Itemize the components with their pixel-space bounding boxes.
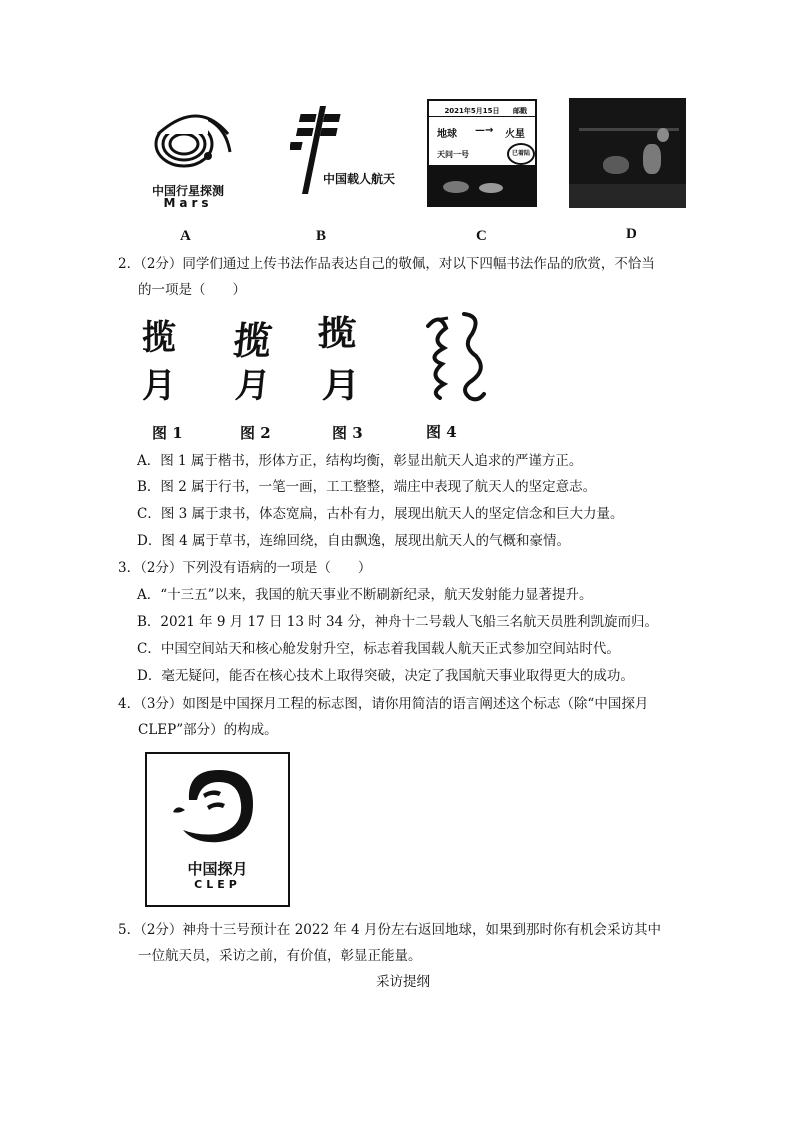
logo-a-mars [138,104,238,209]
q4-stem-line2: CLEP”部分）的构成。 [138,722,278,738]
fig1-char-bottom: 月 [142,366,176,406]
stamp-circle: 已着陆 [507,143,535,165]
logo-a-label: A [180,228,191,244]
logo-d-photo [569,98,686,208]
logo-b-label: B [316,228,327,244]
lunar-logo-en: CLEP [194,878,241,891]
q2-stem-line2: 的一项是（ ） [138,282,246,298]
lunar-exploration-logo [145,752,290,907]
q5-stem-line1: 5．（2分）神舟十三号预计在 2022 年 4 月份左右返回地球，如果到那时你有机会采访其中 [118,922,662,938]
fig-label-1: 图 1 [152,424,183,442]
cursive-script-icon [418,306,488,402]
q3-option-b: B．2021 年 9 月 17 日 13 时 34 分，神舟十二号载人飞船三名航天员胜利凯旋而归。 [137,614,659,630]
stamp-craft: 天问一号 [437,150,469,159]
q2-option-b: B．图 2 属于行书，一笔一画，工工整整，端庄中表现了航天人的坚定意志。 [137,479,597,495]
logo-c-label: C [476,228,487,244]
mars-orbit-icon [138,104,238,184]
fig2-char-bottom: 月 [233,366,272,406]
q3-option-d: D．毫无疑问，能否在核心技术上取得突破，决定了我国航天事业取得更大的成功。 [137,668,634,684]
stamp-photo [429,165,535,207]
q2-option-d: D．图 4 属于草书，连绵回绕，自由飘逸，展现出航天人的气概和豪情。 [137,533,570,549]
fig-label-2: 图 2 [240,424,271,442]
q2-option-c: C．图 3 属于隶书，体态宽扁，古朴有力，展现出航天人的坚定信念和巨大力量。 [137,506,624,522]
interview-outline-title: 采访提纲 [376,974,430,990]
moon-logo-icon [169,760,269,852]
logo-a-text-cn: 中国行星探测 [151,184,224,198]
lunar-logo-cn: 中国探月 [187,860,248,878]
calligraphy-fig-1 [140,310,190,410]
calligraphy-fig-2 [232,310,292,410]
q2-stem-line1: 2．（2分）同学们通过上传书法作品表达自己的敬佩，对以下四幅书法作品的欣赏，不恰当 [118,256,655,272]
stamp-date: 2021年5月15日 [444,107,500,115]
stamp-route-to: 火星 [505,129,525,140]
fig3-char-bottom: 月 [321,366,361,406]
q3-stem: 3．（2分）下列没有语病的一项是（ ） [118,560,372,576]
q4-stem-line1: 4．（3分）如图是中国探月工程的标志图，请你用简洁的语言阐述这个标志（除“中国探月 [118,696,649,712]
fig2-char-top: 揽 [231,318,275,363]
fig3-char-top: 揽 [317,314,357,354]
q3-option-a: A．“十三五”以来，我国的航天事业不断刷新纪录，航天发射能力显著提升。 [137,587,593,603]
logo-d-label: D [626,226,637,242]
logo-b-manned-space [285,98,396,203]
stamp-route-sep: —→ [475,125,494,136]
q5-stem-line2: 一位航天员，采访之前，有价值，彰显正能量。 [138,948,422,964]
logo-b-text: 中国载人航天 [323,172,396,186]
calligraphy-fig-3 [318,306,378,406]
fig1-char-top: 揽 [142,318,176,358]
logo-a-text-en: Mars [163,196,213,210]
logo-c-tianwen-stamp [427,99,537,207]
calligraphy-fig-4 [418,306,488,406]
q3-option-c: C．中国空间站天和核心舱发射升空，标志着我国载人航天正式参加空间站时代。 [137,641,620,657]
fig-label-4: 图 4 [426,423,457,441]
q2-option-a: A．图 1 属于楷书，形体方正，结构均衡，彰显出航天人追求的严谨方正。 [137,453,583,469]
stamp-tag: 邮戳 [513,107,527,115]
stamp-route-from: 地球 [437,129,457,140]
fig-label-3: 图 3 [332,424,363,442]
